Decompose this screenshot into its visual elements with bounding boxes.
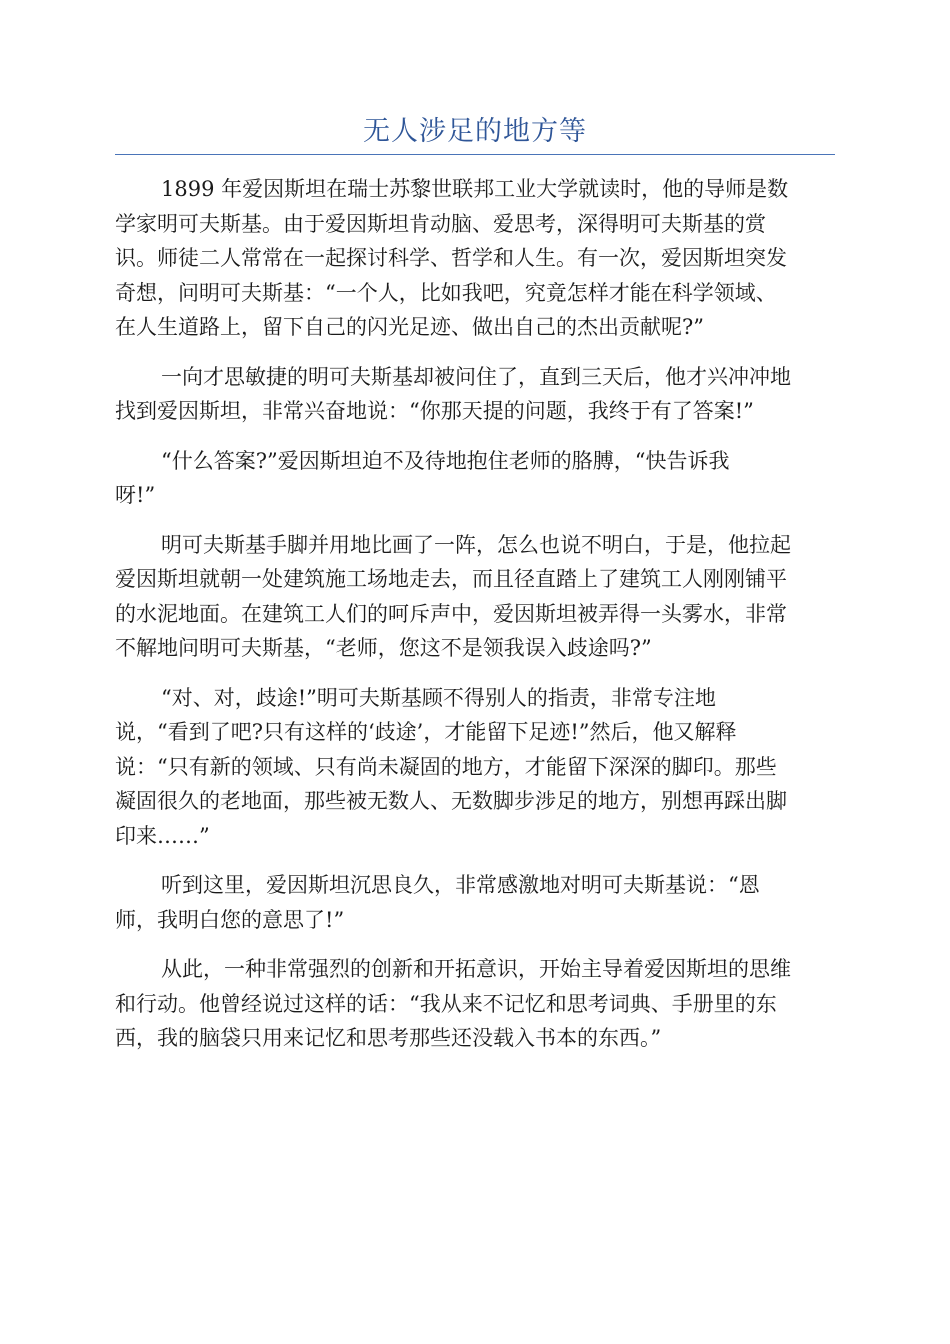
- title-underline: [115, 154, 835, 155]
- paragraph-3: [115, 444, 833, 513]
- paragraph-line: 明可夫斯基手脚并用地比画了一阵，怎么也说不明白，于是，他拉起: [161, 532, 791, 557]
- paragraph-line: 凝固很久的老地面，那些被无数人、无数脚步涉足的地方，别想再踩出脚: [115, 789, 787, 813]
- paragraph-2: [115, 360, 833, 429]
- paragraph-line: 西，我的脑袋只用来记忆和思考那些还没载入书本的东西。”: [115, 1026, 662, 1050]
- paragraph-6: [115, 868, 833, 937]
- paragraph-line: 说，“看到了吧?只有这样的‘歧途’，才能留下足迹!”然后，他又解释: [115, 720, 737, 744]
- document-title: 无人涉足的地方等: [363, 116, 587, 147]
- paragraph-line: 一向才思敏捷的明可夫斯基却被问住了，直到三天后，他才兴冲冲地: [161, 364, 791, 389]
- paragraph-line: 的水泥地面。在建筑工人们的呵斥声中，爱因斯坦被弄得一头雾水，非常: [115, 601, 787, 626]
- paragraph-line: 找到爱因斯坦，非常兴奋地说：“你那天提的问题，我终于有了答案!”: [115, 399, 754, 423]
- paragraph-1: [115, 172, 833, 345]
- paragraph-7: [115, 952, 833, 1056]
- paragraph-line: “什么答案?”爱因斯坦迫不及待地抱住老师的胳膊，“快告诉我: [161, 448, 730, 473]
- paragraph-line: 师，我明白您的意思了!”: [115, 907, 345, 932]
- paragraph-line: 在人生道路上，留下自己的闪光足迹、做出自己的杰出贡献呢?”: [115, 315, 704, 339]
- paragraph-line: 听到这里，爱因斯坦沉思良久，非常感激地对明可夫斯基说：“恩: [161, 873, 760, 897]
- paragraph-line: 奇想，问明可夫斯基：“一个人，比如我吧，究竟怎样才能在科学领域、: [115, 280, 777, 305]
- paragraph-line: 1899 年爱因斯坦在瑞士苏黎世联邦工业大学就读时，他的导师是数: [161, 177, 789, 201]
- paragraph-line: 和行动。他曾经说过这样的话：“我从来不记忆和思考词典、手册里的东: [115, 991, 777, 1016]
- paragraph-line: “对、对，歧途!”明可夫斯基顾不得别人的指责，非常专注地: [161, 685, 716, 710]
- paragraph-line: 识。师徒二人常常在一起探讨科学、哲学和人生。有一次，爱因斯坦突发: [115, 246, 787, 270]
- paragraph-5: [115, 681, 833, 854]
- paragraph-line: 不解地问明可夫斯基，“老师，您这不是领我误入歧途吗?”: [115, 636, 652, 660]
- paragraph-line: 学家明可夫斯基。由于爱因斯坦肯动脑、爱思考，深得明可夫斯基的赏: [115, 211, 766, 236]
- paragraph-line: 说：“只有新的领域、只有尚未凝固的地方，才能留下深深的脚印。那些: [115, 754, 777, 779]
- paragraph-line: 从此，一种非常强烈的创新和开拓意识，开始主导着爱因斯坦的思维: [161, 957, 791, 981]
- paragraph-line: 印来……”: [115, 823, 210, 848]
- paragraph-4: [115, 528, 833, 666]
- paragraph-line: 呀!”: [115, 483, 156, 507]
- document-body: [115, 172, 833, 1071]
- paragraph-line: 爱因斯坦就朝一处建筑施工场地走去，而且径直踏上了建筑工人刚刚铺平: [115, 567, 787, 591]
